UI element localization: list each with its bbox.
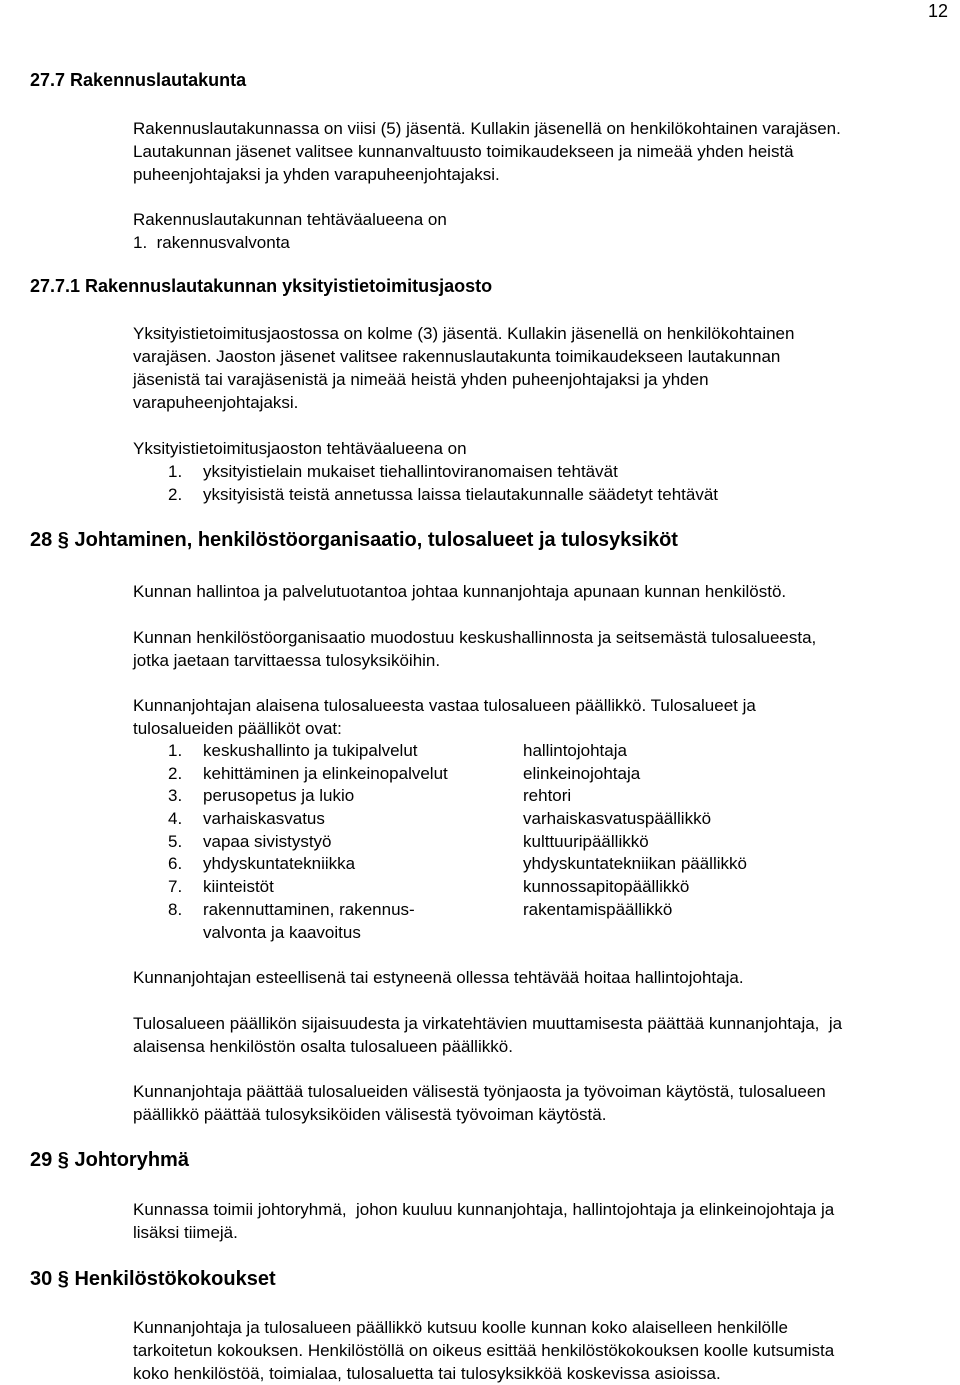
section-27-7-paragraph: [133, 117, 960, 186]
text-line: varajäsen. Jaoston jäsenet valitsee rakennuslautakunta toimikaudekseen lautakunnan: [133, 347, 781, 366]
item-number: 2.: [168, 485, 183, 504]
text-line: tarkoitetun kokouksen. Henkilöstöllä on oikeus esittää henkilöstökokouksen koolle kutsumista: [133, 1341, 835, 1360]
scope-item: [133, 483, 960, 506]
list-item: [133, 852, 960, 875]
list-item: [133, 784, 960, 807]
list-item: [133, 830, 960, 853]
item-text: yksityisistä teistä annetussa laissa tielautakunnalle säädetyt tehtävät: [203, 485, 719, 504]
item-number: 1.: [168, 462, 183, 481]
item-number: 6.: [168, 854, 183, 874]
text-line: puheenjohtajaksi ja yhden varapuheenjohtajaksi.: [133, 165, 500, 184]
section-28-p1: Kunnan hallintoa ja palvelutuotantoa johtaa kunnanjohtaja apunaan kunnan henkilöstö.: [133, 582, 787, 601]
item-head: rehtori: [523, 786, 572, 806]
list-item: [133, 739, 960, 762]
text-line: Kunnassa toimii johtoryhmä, johon kuuluu kunnanjohtaja, hallintojohtaja ja elinkeinojohtaja ja: [133, 1200, 835, 1219]
text-line: Rakennuslautakunnassa on viisi (5) jäsentä. Kullakin jäsenellä on henkilökohtainen varajäsen.: [133, 119, 841, 138]
item-area: kiinteistöt: [203, 877, 274, 897]
item-area: yhdyskuntatekniikka: [203, 854, 356, 874]
item-number: 5.: [168, 831, 183, 851]
tulosalueet-list: [133, 739, 960, 943]
item-number: 4.: [168, 809, 183, 829]
text-line: Kunnan henkilöstöorganisaatio muodostuu keskushallinnosta ja seitsemästä tulosalueesta,: [133, 628, 817, 647]
scope-intro: Rakennuslautakunnan tehtäväalueena on: [133, 210, 447, 229]
text-line: Yksityistietoimitusjaostossa on kolme (3) jäsentä. Kullakin jäsenellä on henkilökohtainen: [133, 324, 795, 343]
item-head: elinkeinojohtaja: [523, 763, 641, 783]
item-area: perusopetus ja lukio: [203, 786, 355, 806]
text-line: jotka jaetaan tarvittaessa tulosyksiköihin.: [133, 651, 441, 670]
item-head: kulttuuripäällikkö: [523, 831, 649, 851]
item-number: 3.: [168, 786, 183, 806]
item-text: yksityistielain mukaiset tiehallintoviranomaisen tehtävät: [203, 462, 618, 481]
text-line: jäsenistä tai varajäsenistä ja nimeää heistä yhden puheenjohtajaksi ja yhden: [133, 370, 709, 389]
text-line: tulosalueiden päälliköt ovat:: [133, 719, 342, 738]
item-area: varhaiskasvatus: [203, 809, 325, 829]
item-area: valvonta ja kaavoitus: [203, 922, 361, 942]
text-line: Tulosalueen päällikön sijaisuudesta ja virkatehtävien muuttamisesta päättää kunnanjohtaja, ja: [133, 1014, 843, 1033]
section-28-p5: [133, 1012, 960, 1058]
page-number: 12: [927, 1, 948, 21]
section-heading-30: 30 § Henkilöstökokoukset: [30, 1268, 276, 1290]
scope-intro: Yksityistietoimitusjaoston tehtäväalueena on: [133, 439, 467, 458]
text-line: päällikkö päättää tulosyksiköiden välisestä työvoiman käytöstä.: [133, 1105, 607, 1124]
item-number: 7.: [168, 877, 183, 897]
section-28-p3: [133, 694, 960, 740]
scope-item: [133, 460, 960, 483]
text-line: Lautakunnan jäsenet valitsee kunnanvaltuusto toimikaudekseen ja nimeää yhden heistä: [133, 142, 794, 161]
section-28-p4: Kunnanjohtajan esteellisenä tai estyneenä ollessa tehtävää hoitaa hallintojohtaja.: [133, 968, 744, 987]
section-28-p6: [133, 1080, 960, 1126]
text-line: lisäksi tiimejä.: [133, 1223, 238, 1242]
section-27-7-1-paragraph: [133, 322, 960, 414]
list-item: [133, 875, 960, 898]
item-area: kehittäminen ja elinkeinopalvelut: [203, 763, 448, 783]
list-item-continuation: [133, 921, 960, 944]
text-line: Kunnanjohtaja ja tulosalueen päällikkö kutsuu koolle kunnan koko alaiselleen henkilölle: [133, 1318, 788, 1337]
list-item: [133, 762, 960, 785]
section-heading-27-7: 27.7 Rakennuslautakunta: [30, 70, 247, 90]
item-area: vapaa sivistystyö: [203, 831, 332, 851]
item-number: 2.: [168, 763, 183, 783]
text-line: koko henkilöstöä, toimialaa, tulosaluetta tai tulosyksikköä koskevissa asioissa.: [133, 1364, 721, 1383]
scope-item: 1. rakennusvalvonta: [133, 233, 290, 252]
text-line: alaisensa henkilöstön osalta tulosalueen päällikkö.: [133, 1037, 513, 1056]
list-item: [133, 807, 960, 830]
section-heading-27-7-1: 27.7.1 Rakennuslautakunnan yksityistietoimitusjaosto: [30, 276, 493, 296]
text-line: Kunnanjohtaja päättää tulosalueiden välisestä työnjaosta ja työvoiman käytöstä, tulosalueen: [133, 1082, 826, 1101]
item-head: yhdyskuntatekniikan päällikkö: [523, 854, 747, 874]
section-heading-29: 29 § Johtoryhmä: [30, 1149, 189, 1171]
section-27-7-1-scope: [133, 437, 960, 506]
section-27-7-scope: [133, 208, 960, 254]
section-28-p2: [133, 626, 960, 672]
text-line: varapuheenjohtajaksi.: [133, 393, 299, 412]
item-number: 8.: [168, 899, 183, 919]
item-area: rakennuttaminen, rakennus-: [203, 899, 415, 919]
item-head: kunnossapitopäällikkö: [523, 877, 690, 897]
item-head: hallintojohtaja: [523, 741, 627, 760]
item-number: 1.: [168, 741, 183, 760]
list-item: [133, 898, 960, 921]
section-29-paragraph: [133, 1198, 960, 1244]
text-line: Kunnanjohtajan alaisena tulosalueesta vastaa tulosalueen päällikkö. Tulosalueet ja: [133, 696, 756, 715]
item-area: keskushallinto ja tukipalvelut: [203, 741, 418, 760]
item-head: varhaiskasvatuspäällikkö: [523, 809, 712, 829]
section-30-paragraph: [133, 1316, 960, 1385]
item-head: rakentamispäällikkö: [523, 899, 673, 919]
section-heading-28: 28 § Johtaminen, henkilöstöorganisaatio, tulosalueet ja tulosyksiköt: [30, 529, 678, 551]
